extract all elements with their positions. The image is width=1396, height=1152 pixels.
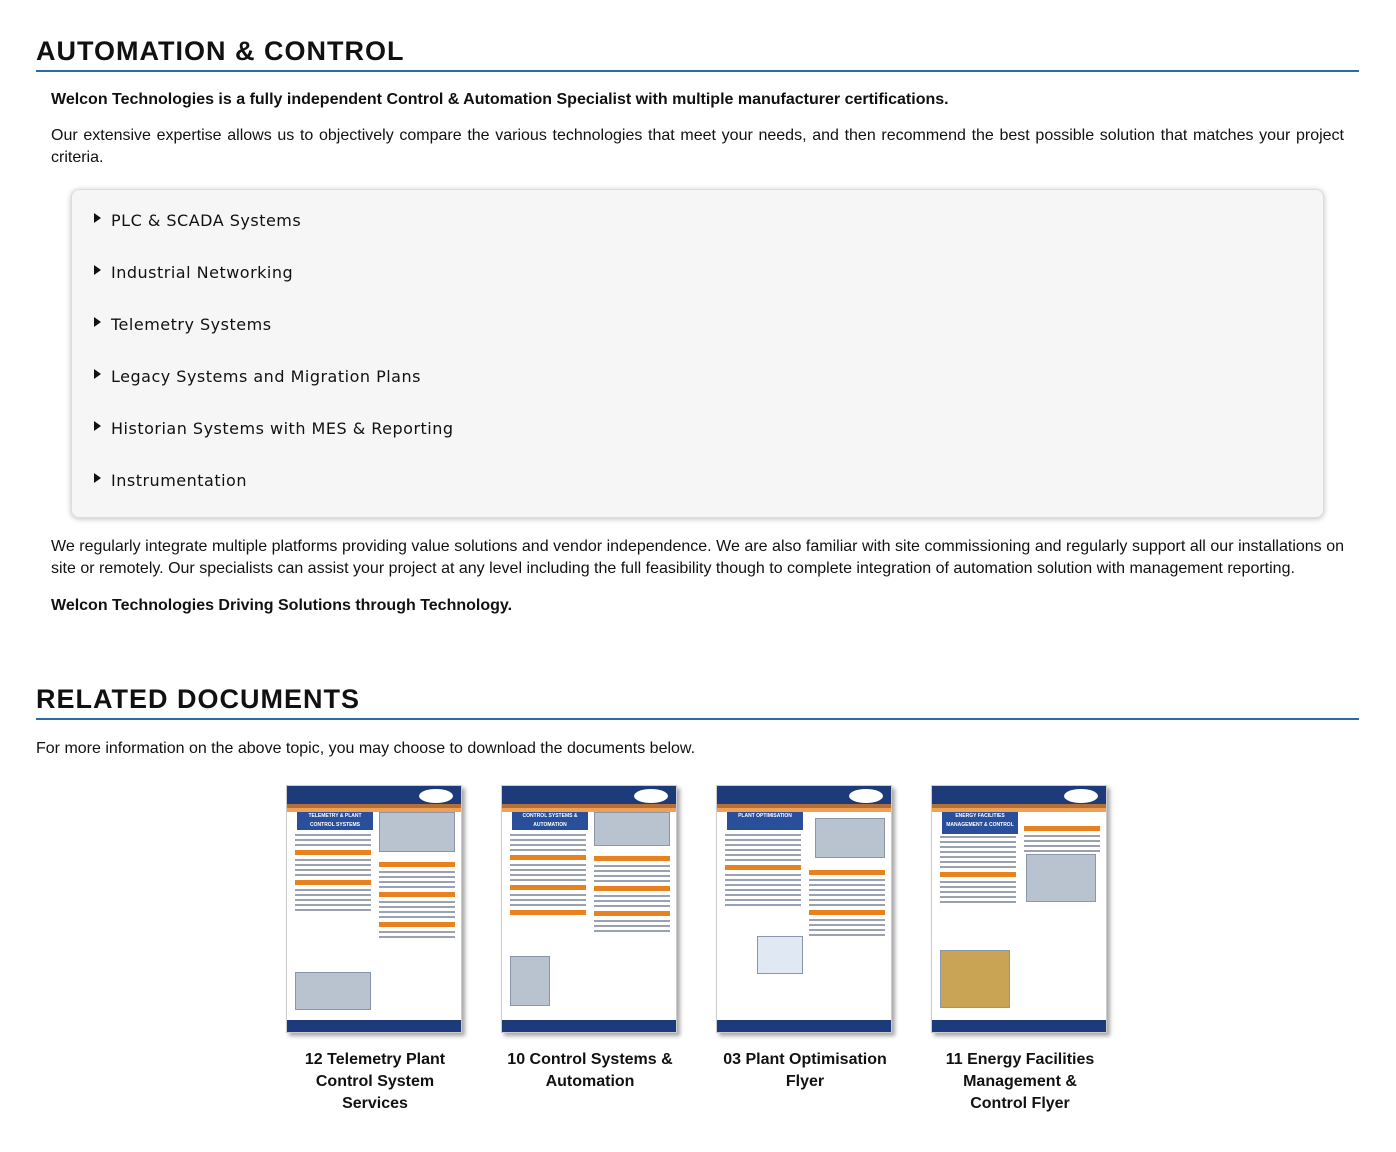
accordion-item-label: Historian Systems with MES & Reporting [111, 418, 454, 438]
document-thumbnail[interactable] [931, 785, 1107, 1033]
triangle-right-icon [94, 213, 101, 223]
triangle-right-icon [94, 473, 101, 483]
intro-paragraph: Our extensive expertise allows us to objectively compare the various technologies that meet your needs, and then recommend the best possible solution that matches your project criteria. [51, 127, 1344, 166]
document-energy-facilities[interactable] [931, 785, 1109, 1115]
document-caption[interactable]: 12 Telemetry Plant Control System Services [304, 1051, 446, 1112]
document-telemetry-plant-control[interactable] [286, 785, 464, 1115]
accordion-item-industrial-networking[interactable] [94, 260, 293, 284]
accordion-item-plc-scada[interactable] [94, 208, 301, 232]
accordion-item-instrumentation[interactable] [94, 468, 247, 492]
document-plant-optimisation[interactable] [716, 785, 894, 1093]
document-caption[interactable]: 10 Control Systems & Automation [507, 1051, 673, 1090]
accordion-item-label: PLC & SCADA Systems [111, 210, 302, 230]
accordion-item-label: Industrial Networking [111, 262, 294, 282]
related-intro: For more information on the above topic, you may choose to download the documents below. [36, 740, 696, 757]
thumbnail-title: TELEMETRY & PLANT CONTROL SYSTEMS [297, 812, 373, 830]
accordion-item-label: Instrumentation [111, 470, 247, 490]
triangle-right-icon [94, 265, 101, 275]
services-accordion [71, 189, 1324, 518]
accordion-item-label: Legacy Systems and Migration Plans [111, 366, 421, 386]
document-thumbnail[interactable] [716, 785, 892, 1033]
integration-paragraph: We regularly integrate multiple platforms providing value solutions and vendor independence. We are also familiar with site commissioning and regularly support all our installations on site or remotely. Our specialists can assist your project at any level including the full feasibility though to complete integration of automation solution with management reporting. [51, 538, 1344, 577]
thumbnail-title: ENERGY FACILITIES MANAGEMENT & CONTROL [942, 812, 1018, 834]
accordion-item-legacy-systems[interactable] [94, 364, 421, 388]
accordion-item-telemetry[interactable] [94, 312, 272, 336]
accordion-item-historian[interactable] [94, 416, 454, 440]
thumbnail-title: PLANT OPTIMISATION [727, 812, 803, 830]
section-title-automation: AUTOMATION & CONTROL [36, 36, 1359, 72]
triangle-right-icon [94, 421, 101, 431]
document-control-systems-automation[interactable] [501, 785, 679, 1093]
thumbnail-title: CONTROL SYSTEMS & AUTOMATION [512, 812, 588, 830]
triangle-right-icon [94, 317, 101, 327]
intro-statement: Welcon Technologies is a fully independent Control & Automation Specialist with multiple manufacturer certifications. [51, 91, 949, 108]
triangle-right-icon [94, 369, 101, 379]
tagline: Welcon Technologies Driving Solutions through Technology. [51, 597, 513, 614]
accordion-item-label: Telemetry Systems [111, 314, 272, 334]
section-title-related-documents: RELATED DOCUMENTS [36, 684, 1359, 720]
document-thumbnail[interactable] [501, 785, 677, 1033]
document-thumbnail[interactable] [286, 785, 462, 1033]
document-caption[interactable]: 11 Energy Facilities Management & Control Flyer [945, 1051, 1095, 1112]
document-caption[interactable]: 03 Plant Optimisation Flyer [723, 1051, 887, 1090]
